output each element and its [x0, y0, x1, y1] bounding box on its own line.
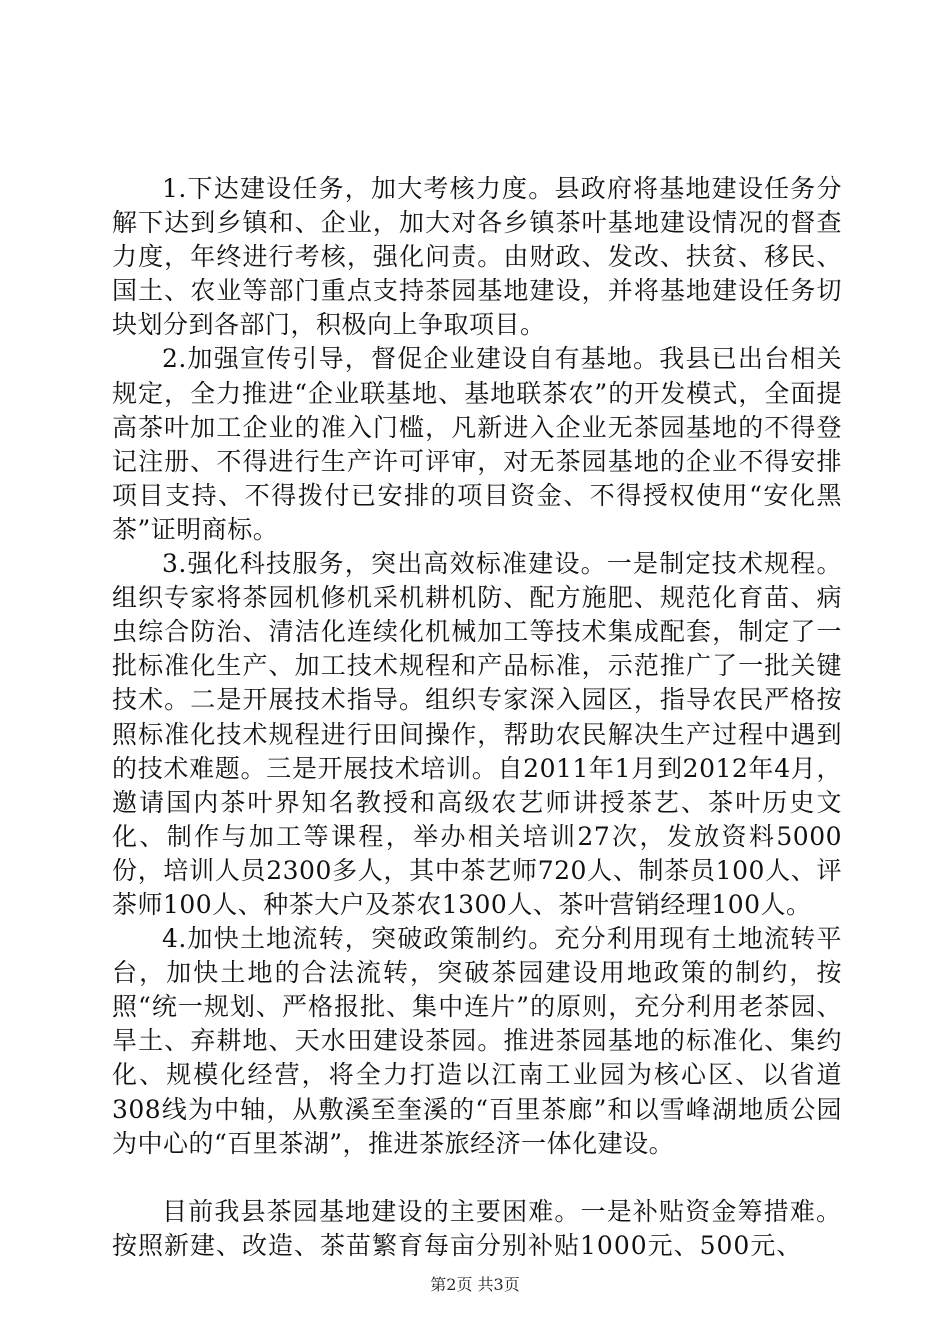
paragraph-spacer — [112, 1161, 842, 1195]
paragraph-1: 1.下达建设任务，加大考核力度。县政府将基地建设任务分解下达到乡镇和、企业，加大对各乡镇茶叶基地建设情况的督查力度，年终进行考核，强化问责。由财政、发改、扶贫、移民、国土、农业等部门重点支持茶园基地建设，并将基地建设任务切块划分到各部门，积极向上争取项目。 — [112, 174, 842, 340]
document-body — [112, 172, 842, 1263]
paragraph-2: 2.加强宣传引导，督促企业建设自有基地。我县已出台相关规定，全力推进“企业联基地、基地联茶农”的开发模式，全面提高茶叶加工企业的准入门槛，凡新进入企业无茶园基地的不得登记注册、不得进行生产许可评审，对无茶园基地的企业不得安排项目支持、不得拨付已安排的项目资金、不得授权使用“安化黑茶”证明商标。 — [112, 344, 842, 544]
page-footer: 第2页 共3页 — [430, 1275, 520, 1294]
paragraph-3: 3.强化科技服务，突出高效标准建设。一是制定技术规程。组织专家将茶园机修机采机耕机防、配方施肥、规范化育苗、病虫综合防治、清洁化连续化机械加工等技术集成配套，制定了一批标准化生产、加工技术规程和产品标准，示范推广了一批关键技术。二是开展技术指导。组织专家深入园区，指导农民严格按照标准化技术规程进行田间操作，帮助农民解决生产过程中遇到的技术难题。三是开展技术培训。自2011年1月到2012年4月，邀请国内茶叶界知名教授和高级农艺师讲授茶艺、茶叶历史文化、制作与加工等课程，举办相关培训27次，发放资料5000份，培训人员2300多人，其中茶艺师720人、制茶员100人、评茶师100人、种茶大户及茶农1300人、茶叶营销经理100人。 — [112, 549, 842, 919]
paragraph-5: 目前我县茶园基地建设的主要困难。一是补贴资金筹措难。按照新建、改造、茶苗繁育每亩分别补贴1000元、500元、 — [112, 1196, 842, 1260]
paragraph-4: 4.加快土地流转，突破政策制约。充分利用现有土地流转平台，加快土地的合法流转，突破茶园建设用地政策的制约，按照“统一规划、严格报批、集中连片”的原则，充分利用老茶园、旱土、弃耕地、天水田建设茶园。推进茶园基地的标准化、集约化、规模化经营，将全力打造以江南工业园为核心区、以省道308线为中轴，从敷溪至奎溪的“百里茶廊”和以雪峰湖地质公园为中心的“百里茶湖”，推进茶旅经济一体化建设。 — [112, 924, 842, 1158]
